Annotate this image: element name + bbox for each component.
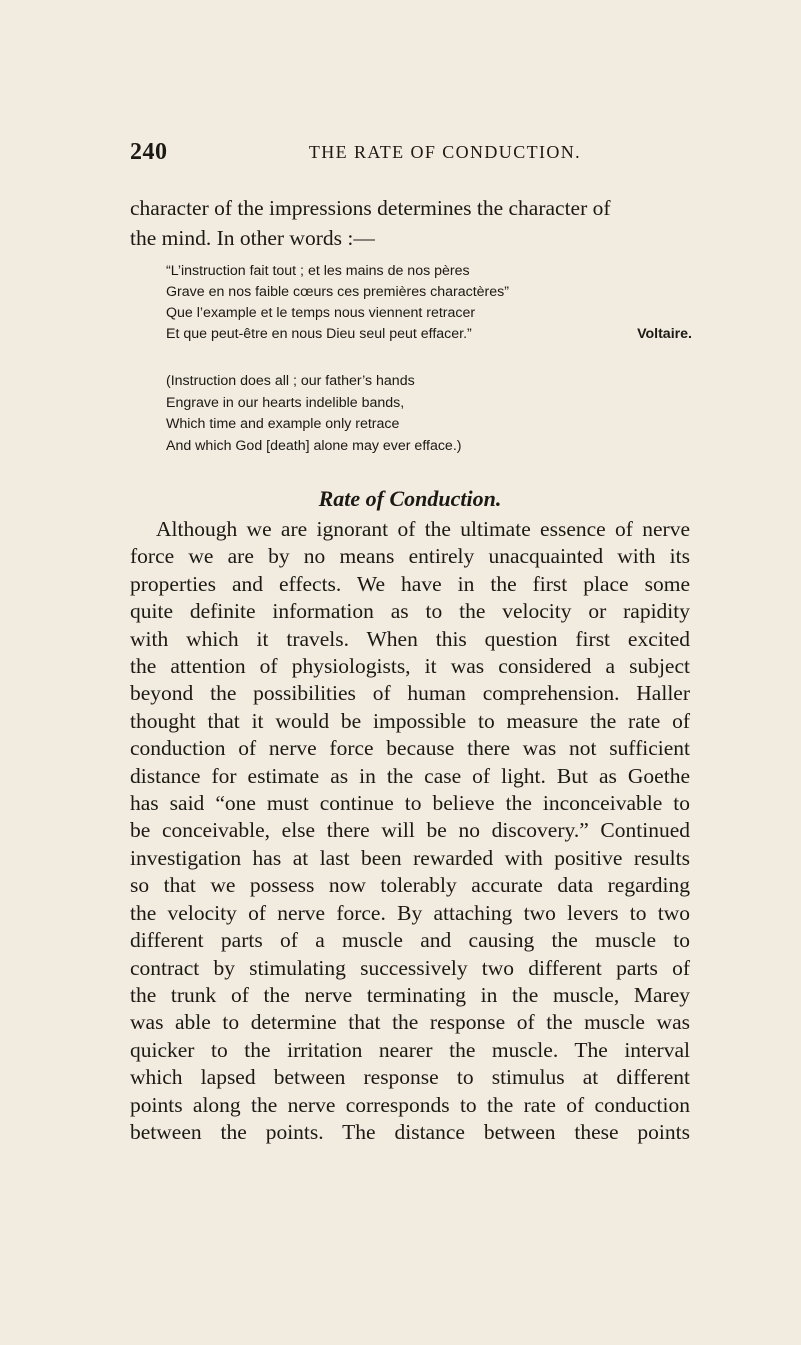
text-line: the trunk of the nerve terminating in the muscle, Marey [130, 982, 690, 1007]
quote-line: “L’instruction fait tout ; et les mains de nos pères [166, 263, 470, 279]
text-line: properties and effects. We have in the first place some [130, 571, 690, 596]
text-line: between the points. The distance between these points [130, 1119, 690, 1144]
quote-line: Et que peut-être en nous Dieu seul peut effacer.” [166, 326, 472, 342]
text-line: points along the nerve corresponds to the rate of conduction [130, 1092, 690, 1117]
quote-line: Grave en nos faible cœurs ces premières charactères” [166, 284, 509, 300]
text-line: so that we possess now tolerably accurate data regarding [130, 873, 690, 898]
translation-line: Which time and example only retrace [166, 416, 400, 432]
text-line: quite definite information as to the velocity or rapidity [130, 599, 690, 624]
text-line: investigation has at last been rewarded with positive results [130, 845, 690, 870]
text-line: the attention of physiologists, it was considered a subject [130, 654, 690, 679]
quote-last-line [166, 324, 696, 345]
running-head [130, 139, 690, 165]
text-line: character of the impressions determines the character of [130, 196, 611, 220]
text-line: quicker to the irritation nearer the muscle. The interval [130, 1037, 690, 1062]
text-line: has said “one must continue to believe the inconceivable to [130, 791, 690, 816]
translation-line: And which God [death] alone may ever efface.) [166, 437, 462, 454]
quote-attribution: Voltaire. [637, 326, 692, 342]
text-line: contract by stimulating successively two different parts of [130, 955, 690, 980]
page-number: 240 [130, 139, 168, 165]
text-line: was able to determine that the response of the muscle was [130, 1010, 690, 1035]
text-line: be conceivable, else there will be no discovery.” Continued [130, 818, 690, 843]
text-line: different parts of a muscle and causing the muscle to [130, 928, 690, 953]
translation-line: (Instruction does all ; our father’s hands [166, 373, 415, 389]
translation-line: Engrave in our hearts indelible bands, [166, 394, 405, 411]
quote-line: Que l’example et le temps nous viennent retracer [166, 305, 476, 321]
text-line: which lapsed between response to stimulus at different [130, 1065, 690, 1090]
text-line: the mind. In other words :— [130, 226, 375, 250]
text-line: force we are by no means entirely unacquainted with its [130, 544, 690, 569]
text-line: the velocity of nerve force. By attaching two levers to two [130, 900, 690, 925]
text-line: beyond the possibilities of human comprehension. Haller [130, 681, 690, 706]
text-line: thought that it would be impossible to measure the rate of [130, 708, 690, 733]
body-paragraph [130, 516, 690, 1146]
quote-translation [166, 371, 686, 457]
text-line: distance for estimate as in the case of light. But as Goethe [130, 763, 690, 788]
text-line: Although we are ignorant of the ultimate essence of nerve [156, 517, 690, 541]
french-quote [166, 261, 696, 345]
lead-paragraph [130, 193, 690, 253]
text-line: with which it travels. When this question first excited [130, 626, 690, 651]
section-title: Rate of Conduction. [318, 486, 502, 511]
text-line: conduction of nerve force because there was not sufficient [130, 736, 690, 761]
running-title: THE RATE OF CONDUCTION. [308, 142, 582, 162]
